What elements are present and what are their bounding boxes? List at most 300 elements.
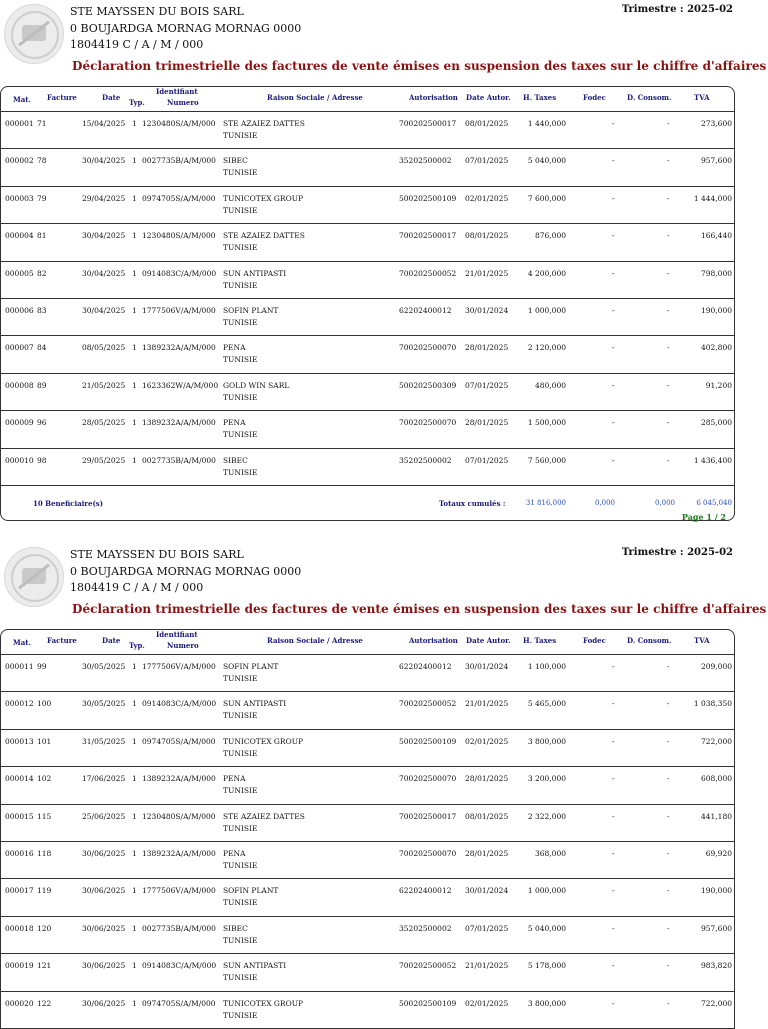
table-row — [1, 842, 734, 879]
cell-htaxes: 4 200,000 — [527, 268, 566, 278]
cell-numero: 1777506V/A/M/000 — [142, 886, 216, 896]
cell-tva: 402,800 — [700, 343, 732, 353]
cell-date: 30/06/2025 — [82, 961, 126, 971]
table-row — [1, 187, 734, 224]
cell-date-autor: 30/01/2024 — [465, 662, 509, 671]
cell-typ: 1 — [132, 662, 137, 671]
cell-adresse: TUNISIE — [223, 131, 258, 140]
col-fodec: Fodec — [583, 636, 606, 645]
cell-facture: 83 — [37, 305, 47, 315]
cell-dconsom: - — [667, 231, 670, 241]
cell-typ: 1 — [132, 455, 137, 465]
cell-adresse: TUNISIE — [223, 898, 258, 908]
cell-raison-sociale: SUN ANTIPASTI — [223, 961, 287, 971]
cell-numero: 1623362W/A/M/000 — [142, 380, 219, 390]
cell-date: 30/06/2025 — [82, 998, 126, 1008]
cell-date-autor: 28/01/2025 — [465, 343, 509, 353]
cell-dconsom: - — [667, 343, 670, 353]
cell-date-autor: 07/01/2025 — [465, 156, 509, 166]
cell-typ: 1 — [132, 305, 137, 315]
cell-date-autor: 21/01/2025 — [465, 268, 509, 278]
cell-tva: 190,000 — [700, 886, 732, 896]
cell-mat: 000015 — [5, 811, 34, 821]
cell-htaxes: 3 800,000 — [527, 998, 566, 1008]
cell-numero: 1230480S/A/M/000 — [142, 231, 216, 241]
cell-date: 28/05/2025 — [82, 418, 126, 428]
cell-numero: 1389232A/A/M/000 — [142, 774, 216, 784]
cell-date-autor: 30/01/2024 — [465, 886, 509, 896]
cell-facture: 102 — [37, 774, 52, 784]
cell-tva: 209,000 — [700, 662, 732, 671]
cell-date: 30/04/2025 — [82, 268, 126, 278]
cell-dconsom: - — [667, 119, 670, 128]
cell-adresse: TUNISIE — [223, 711, 258, 721]
cell-adresse: TUNISIE — [223, 280, 258, 290]
cell-autorisation: 700202500052 — [399, 268, 457, 278]
cell-autorisation: 500202500109 — [399, 998, 457, 1008]
cell-date-autor: 07/01/2025 — [465, 923, 509, 933]
table-row — [1, 655, 734, 692]
cell-adresse: TUNISIE — [223, 1010, 258, 1020]
cell-numero: 0027735B/A/M/000 — [142, 455, 216, 465]
cell-htaxes: 3 800,000 — [527, 736, 566, 746]
cell-autorisation: 35202500002 — [399, 923, 452, 933]
cell-raison-sociale: STE AZAIEZ DATTES — [223, 231, 305, 241]
cell-typ: 1 — [132, 231, 137, 241]
table-row — [1, 224, 734, 261]
table-footer — [1, 486, 734, 520]
cell-raison-sociale: STE AZAIEZ DATTES — [223, 119, 305, 128]
cell-raison-sociale: PENA — [223, 848, 246, 858]
cell-autorisation: 500202500109 — [399, 193, 457, 203]
cell-mat: 000016 — [5, 848, 34, 858]
cell-htaxes: 1 500,000 — [527, 418, 566, 428]
table-row — [1, 692, 734, 729]
cell-autorisation: 35202500002 — [399, 455, 452, 465]
cell-autorisation: 700202500017 — [399, 811, 457, 821]
col-identifiant: Identifiant — [156, 630, 198, 639]
trimestre-label: Trimestre : 2025-02 — [621, 547, 733, 558]
cell-mat: 000019 — [5, 961, 34, 971]
cell-tva: 983,820 — [700, 961, 732, 971]
cell-adresse: TUNISIE — [223, 467, 258, 477]
cell-date: 17/06/2025 — [82, 774, 126, 784]
cell-htaxes: 2 322,000 — [527, 811, 566, 821]
cell-typ: 1 — [132, 848, 137, 858]
cell-htaxes: 7 560,000 — [527, 455, 566, 465]
cell-adresse: TUNISIE — [223, 860, 258, 870]
cell-adresse: TUNISIE — [223, 243, 258, 253]
cell-raison-sociale: GOLD WIN SARL — [223, 380, 290, 390]
cell-facture: 96 — [37, 418, 47, 428]
cell-raison-sociale: SOFIN PLANT — [223, 662, 279, 671]
col-typ: Typ. — [129, 641, 145, 650]
cell-date-autor: 08/01/2025 — [465, 231, 509, 241]
cell-tva: 608,000 — [700, 774, 732, 784]
cell-date: 30/04/2025 — [82, 305, 126, 315]
table-row — [1, 917, 734, 954]
company-logo-icon — [4, 547, 64, 607]
cell-mat: 000005 — [5, 268, 34, 278]
cell-fodec: - — [612, 886, 615, 896]
table-body — [1, 112, 734, 486]
invoice-table — [0, 86, 735, 521]
cell-facture: 79 — [37, 193, 47, 203]
col-mat: Mat. — [13, 638, 31, 647]
cell-htaxes: 368,000 — [534, 848, 566, 858]
cell-mat: 000001 — [5, 119, 34, 128]
cell-mat: 000011 — [5, 662, 34, 671]
cell-htaxes: 876,000 — [534, 231, 566, 241]
cell-date: 15/04/2025 — [82, 119, 126, 128]
cell-fodec: - — [612, 305, 615, 315]
cell-autorisation: 700202500070 — [399, 418, 457, 428]
cell-typ: 1 — [132, 774, 137, 784]
cell-htaxes: 7 600,000 — [527, 193, 566, 203]
col-autorisation: Autorisation — [409, 636, 458, 645]
col-tva: TVA — [694, 93, 710, 102]
cell-raison-sociale: PENA — [223, 343, 246, 353]
col-facture: Facture — [47, 636, 77, 645]
cell-date-autor: 08/01/2025 — [465, 811, 509, 821]
cell-numero: 1389232A/A/M/000 — [142, 848, 216, 858]
cell-mat: 000009 — [5, 418, 34, 428]
cell-dconsom: - — [667, 418, 670, 428]
cell-adresse: TUNISIE — [223, 168, 258, 178]
page-number: Page 1 / 2 — [681, 512, 726, 522]
table-header — [1, 630, 734, 655]
cell-dconsom: - — [667, 380, 670, 390]
cell-autorisation: 700202500052 — [399, 961, 457, 971]
cell-date: 08/05/2025 — [82, 343, 126, 353]
cell-typ: 1 — [132, 736, 137, 746]
cell-date-autor: 28/01/2025 — [465, 848, 509, 858]
cell-fodec: - — [612, 156, 615, 166]
cell-fodec: - — [612, 699, 615, 709]
cell-mat: 000018 — [5, 923, 34, 933]
cell-raison-sociale: TUNICOTEX GROUP — [223, 736, 304, 746]
cell-raison-sociale: PENA — [223, 774, 246, 784]
cell-dconsom: - — [667, 662, 670, 671]
cell-adresse: TUNISIE — [223, 392, 258, 402]
totaux-label: Totaux cumulés : — [439, 498, 506, 508]
cell-facture: 71 — [37, 119, 47, 128]
cell-date: 29/04/2025 — [82, 193, 126, 203]
cell-htaxes: 2 120,000 — [527, 343, 566, 353]
cell-adresse: TUNISIE — [223, 317, 258, 327]
cell-autorisation: 62202400012 — [399, 305, 452, 315]
cell-tva: 91,200 — [705, 380, 732, 390]
table-row — [1, 954, 734, 991]
cell-facture: 121 — [37, 961, 52, 971]
cell-facture: 122 — [37, 998, 52, 1008]
company-matricule: 1804419 C / A / M / 000 — [70, 581, 204, 594]
company-address: 0 BOUJARDGA MORNAG MORNAG 0000 — [70, 21, 302, 35]
cell-date: 31/05/2025 — [82, 736, 126, 746]
cell-mat: 000007 — [5, 343, 34, 353]
col-numero: Numero — [167, 641, 199, 650]
company-matricule: 1804419 C / A / M / 000 — [70, 38, 204, 51]
col-typ: Typ. — [129, 98, 145, 107]
cell-date-autor: 08/01/2025 — [465, 119, 509, 128]
cell-typ: 1 — [132, 961, 137, 971]
cell-fodec: - — [612, 923, 615, 933]
trimestre-label: Trimestre : 2025-02 — [621, 4, 733, 15]
cell-dconsom: - — [667, 305, 670, 315]
cell-htaxes: 5 465,000 — [527, 699, 566, 709]
cell-typ: 1 — [132, 156, 137, 166]
cell-numero: 1389232A/A/M/000 — [142, 418, 216, 428]
cell-typ: 1 — [132, 699, 137, 709]
cell-autorisation: 700202500017 — [399, 231, 457, 241]
cell-htaxes: 3 200,000 — [527, 774, 566, 784]
cell-facture: 84 — [37, 343, 47, 353]
cell-date-autor: 02/01/2025 — [465, 193, 509, 203]
cell-dconsom: - — [667, 811, 670, 821]
cell-mat: 000010 — [5, 455, 34, 465]
table-row — [1, 299, 734, 336]
cell-tva: 722,000 — [700, 736, 732, 746]
document-title: Déclaration trimestrielle des factures de vente émises en suspension des taxes sur le chiffre d'affaires — [72, 602, 767, 616]
table-row — [1, 149, 734, 186]
cell-tva: 798,000 — [700, 268, 732, 278]
document-title: Déclaration trimestrielle des factures de vente émises en suspension des taxes sur le chiffre d'affaires — [72, 59, 767, 73]
cell-autorisation: 700202500070 — [399, 343, 457, 353]
col-dconsom: D. Consom. — [627, 93, 672, 102]
col-mat: Mat. — [13, 95, 31, 104]
cell-date: 30/05/2025 — [82, 662, 126, 671]
cell-tva: 69,920 — [705, 848, 732, 858]
cell-date: 30/05/2025 — [82, 699, 126, 709]
cell-htaxes: 1 000,000 — [527, 305, 566, 315]
cell-numero: 0027735B/A/M/000 — [142, 923, 216, 933]
cell-dconsom: - — [667, 774, 670, 784]
cell-fodec: - — [612, 848, 615, 858]
cell-autorisation: 500202500109 — [399, 736, 457, 746]
cell-numero: 1389232A/A/M/000 — [142, 343, 216, 353]
cell-raison-sociale: SOFIN PLANT — [223, 305, 279, 315]
cell-mat: 000006 — [5, 305, 34, 315]
cell-tva: 722,000 — [700, 998, 732, 1008]
cell-mat: 000013 — [5, 736, 34, 746]
table-row — [1, 805, 734, 842]
col-facture: Facture — [47, 93, 77, 102]
cell-htaxes: 1 440,000 — [527, 119, 566, 128]
cell-raison-sociale: STE AZAIEZ DATTES — [223, 811, 305, 821]
cell-date: 30/04/2025 — [82, 156, 126, 166]
cell-fodec: - — [612, 268, 615, 278]
cell-numero: 0974705S/A/M/000 — [142, 193, 216, 203]
col-autorisation: Autorisation — [409, 93, 458, 102]
cell-facture: 120 — [37, 923, 52, 933]
cell-htaxes: 1 000,000 — [527, 886, 566, 896]
cell-date: 25/06/2025 — [82, 811, 126, 821]
cell-date-autor: 28/01/2025 — [465, 418, 509, 428]
col-fodec: Fodec — [583, 93, 606, 102]
cell-date-autor: 21/01/2025 — [465, 961, 509, 971]
cell-raison-sociale: SOFIN PLANT — [223, 886, 279, 896]
company-header — [70, 4, 301, 54]
cell-adresse: TUNISIE — [223, 674, 258, 683]
col-dconsom: D. Consom. — [627, 636, 672, 645]
table-body — [1, 655, 734, 1029]
invoice-table — [0, 629, 735, 1029]
cell-autorisation: 700202500070 — [399, 848, 457, 858]
cell-numero: 0914083C/A/M/000 — [142, 699, 217, 709]
cell-fodec: - — [612, 231, 615, 241]
cell-adresse: TUNISIE — [223, 786, 258, 796]
cell-date: 30/04/2025 — [82, 231, 126, 241]
cell-numero: 0974705S/A/M/000 — [142, 736, 216, 746]
cell-fodec: - — [612, 774, 615, 784]
cell-autorisation: 700202500070 — [399, 774, 457, 784]
cell-date: 30/06/2025 — [82, 923, 126, 933]
cell-autorisation: 700202500017 — [399, 119, 457, 128]
cell-dconsom: - — [667, 736, 670, 746]
company-name: STE MAYSSEN DU BOIS SARL — [70, 548, 244, 561]
cell-typ: 1 — [132, 193, 137, 203]
cell-tva: 190,000 — [700, 305, 732, 315]
cell-facture: 82 — [37, 268, 47, 278]
cell-tva: 957,600 — [700, 923, 732, 933]
cell-facture: 118 — [37, 848, 52, 858]
col-htaxes: H. Taxes — [523, 636, 557, 645]
cell-facture: 89 — [37, 380, 47, 390]
cell-adresse: TUNISIE — [223, 430, 258, 440]
total-tva: 6 045,040 — [696, 498, 732, 507]
cell-raison-sociale: SUN ANTIPASTI — [223, 268, 287, 278]
table-row — [1, 879, 734, 916]
cell-date: 29/05/2025 — [82, 455, 126, 465]
cell-autorisation: 35202500002 — [399, 156, 452, 166]
total-htaxes: 31 816,000 — [525, 498, 566, 507]
col-raison: Raison Sociale / Adresse — [267, 93, 363, 102]
cell-tva: 1 444,000 — [693, 193, 732, 203]
cell-adresse: TUNISIE — [223, 973, 258, 983]
total-fodec: 0,000 — [594, 498, 615, 507]
cell-dconsom: - — [667, 455, 670, 465]
table-row — [1, 374, 734, 411]
cell-date: 21/05/2025 — [82, 380, 126, 390]
cell-facture: 101 — [37, 736, 52, 746]
cell-tva: 957,600 — [700, 156, 732, 166]
cell-mat: 000004 — [5, 231, 34, 241]
cell-adresse: TUNISIE — [223, 205, 258, 215]
cell-numero: 1230480S/A/M/000 — [142, 811, 216, 821]
col-date-autor: Date Autor. — [466, 93, 511, 102]
col-date: Date — [102, 93, 121, 102]
cell-mat: 000003 — [5, 193, 34, 203]
table-row — [1, 112, 734, 149]
cell-fodec: - — [612, 119, 615, 128]
company-name: STE MAYSSEN DU BOIS SARL — [70, 5, 244, 18]
cell-typ: 1 — [132, 811, 137, 821]
cell-autorisation: 62202400012 — [399, 886, 452, 896]
beneficiaires-count: 10 Beneficiaire(s) — [33, 498, 104, 508]
cell-raison-sociale: SIBEC — [223, 455, 248, 465]
cell-date-autor: 28/01/2025 — [465, 774, 509, 784]
cell-date-autor: 02/01/2025 — [465, 998, 509, 1008]
cell-date-autor: 07/01/2025 — [465, 455, 509, 465]
cell-date-autor: 07/01/2025 — [465, 380, 509, 390]
cell-fodec: - — [612, 455, 615, 465]
cell-mat: 000017 — [5, 886, 34, 896]
cell-tva: 1 038,350 — [693, 699, 732, 709]
cell-dconsom: - — [667, 923, 670, 933]
cell-dconsom: - — [667, 268, 670, 278]
cell-numero: 0914083C/A/M/000 — [142, 268, 217, 278]
cell-fodec: - — [612, 418, 615, 428]
table-row — [1, 730, 734, 767]
table-row — [1, 449, 734, 486]
company-header — [70, 547, 301, 597]
cell-autorisation: 700202500052 — [399, 699, 457, 709]
cell-mat: 000020 — [5, 998, 34, 1008]
col-date-autor: Date Autor. — [466, 636, 511, 645]
col-tva: TVA — [694, 636, 710, 645]
cell-dconsom: - — [667, 156, 670, 166]
cell-typ: 1 — [132, 418, 137, 428]
cell-raison-sociale: TUNICOTEX GROUP — [223, 193, 304, 203]
cell-adresse: TUNISIE — [223, 355, 258, 365]
cell-tva: 166,440 — [700, 231, 732, 241]
cell-mat: 000012 — [5, 699, 34, 709]
cell-raison-sociale: PENA — [223, 418, 246, 428]
cell-raison-sociale: SUN ANTIPASTI — [223, 699, 287, 709]
cell-mat: 000002 — [5, 156, 34, 166]
cell-htaxes: 1 100,000 — [527, 662, 566, 671]
total-dconsom: 0,000 — [654, 498, 675, 507]
cell-htaxes: 5 040,000 — [527, 923, 566, 933]
cell-date: 30/06/2025 — [82, 886, 126, 896]
cell-tva: 441,180 — [700, 811, 732, 821]
cell-facture: 100 — [37, 699, 52, 709]
cell-tva: 285,000 — [700, 418, 732, 428]
cell-dconsom: - — [667, 961, 670, 971]
col-raison: Raison Sociale / Adresse — [267, 636, 363, 645]
cell-adresse: TUNISIE — [223, 823, 258, 833]
cell-dconsom: - — [667, 193, 670, 203]
cell-htaxes: 480,000 — [534, 380, 566, 390]
col-identifiant: Identifiant — [156, 87, 198, 96]
cell-facture: 78 — [37, 156, 47, 166]
cell-mat: 000008 — [5, 380, 34, 390]
cell-htaxes: 5 178,000 — [527, 961, 566, 971]
cell-date: 30/06/2025 — [82, 848, 126, 858]
cell-numero: 1230480S/A/M/000 — [142, 119, 216, 128]
cell-typ: 1 — [132, 998, 137, 1008]
cell-raison-sociale: SIBEC — [223, 923, 248, 933]
cell-fodec: - — [612, 736, 615, 746]
cell-mat: 000014 — [5, 774, 34, 784]
table-row — [1, 411, 734, 448]
cell-tva: 1 436,400 — [693, 455, 732, 465]
table-header — [1, 87, 734, 112]
cell-typ: 1 — [132, 268, 137, 278]
cell-fodec: - — [612, 343, 615, 353]
company-address: 0 BOUJARDGA MORNAG MORNAG 0000 — [70, 564, 302, 578]
cell-fodec: - — [612, 380, 615, 390]
cell-typ: 1 — [132, 119, 137, 128]
table-row — [1, 992, 734, 1029]
cell-facture: 115 — [37, 811, 52, 821]
company-logo-icon — [4, 4, 64, 64]
cell-fodec: - — [612, 662, 615, 671]
cell-date-autor: 30/01/2024 — [465, 305, 509, 315]
cell-typ: 1 — [132, 343, 137, 353]
cell-facture: 119 — [37, 886, 52, 896]
cell-raison-sociale: SIBEC — [223, 156, 248, 166]
